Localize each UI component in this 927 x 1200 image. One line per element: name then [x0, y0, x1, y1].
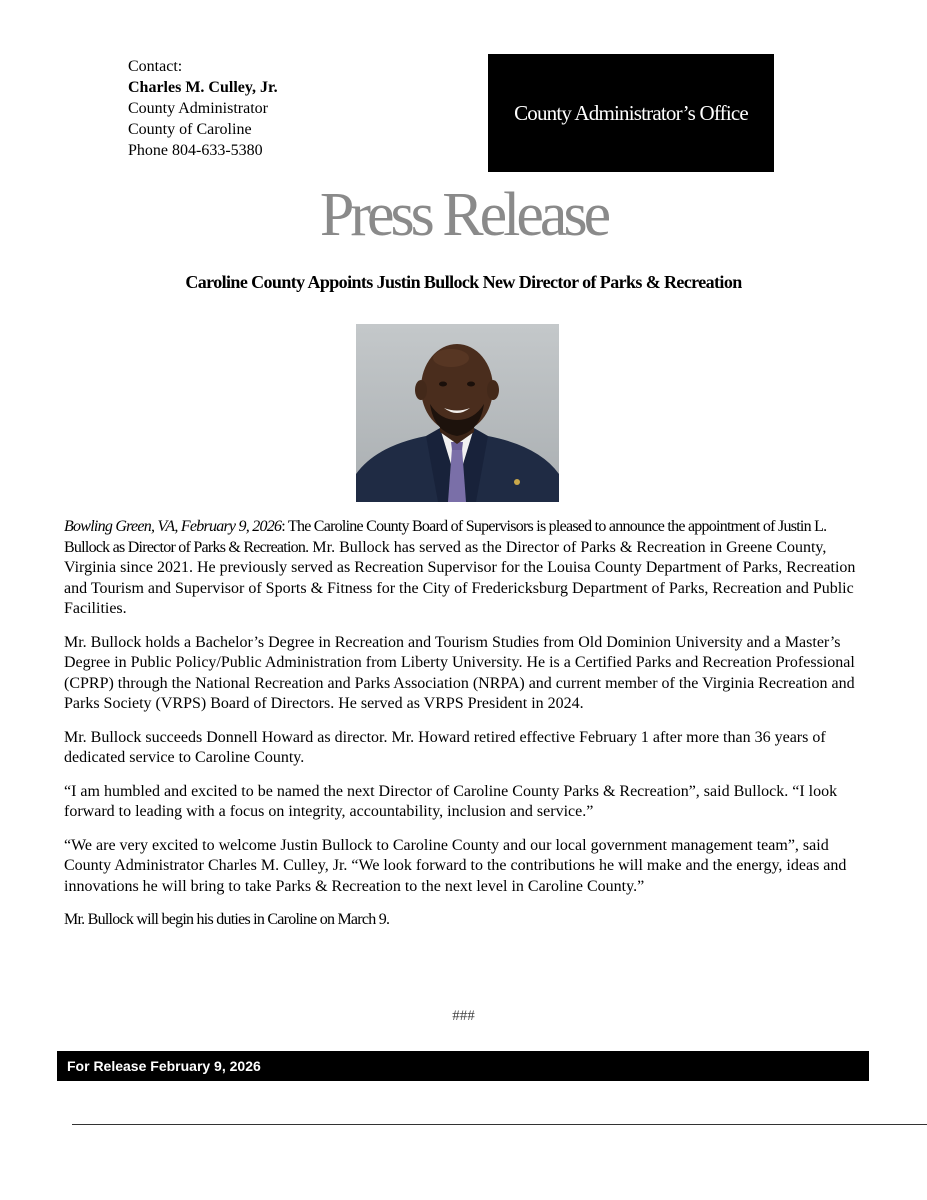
contact-title: County Administrator — [128, 100, 268, 117]
press-release-body — [64, 517, 870, 944]
release-date-bar — [57, 1051, 869, 1081]
headline: Caroline County Appoints Justin Bullock New Director of Parks & Recreation — [185, 272, 742, 292]
dateline: Bowling Green, VA, February 9, 2026 — [64, 518, 282, 535]
contact-name: Charles M. Culley, Jr. — [128, 79, 278, 96]
office-banner — [488, 54, 774, 172]
contact-block — [128, 56, 278, 161]
contact-organization: County of Caroline — [128, 121, 252, 138]
release-date-text: For Release February 9, 2026 — [67, 1058, 261, 1074]
paragraph-5: “We are very excited to welcome Justin Bullock to Caroline County and our local government management team”, said County Administrator Charles M. Culley, Jr. “We look forward to the contributions he will make and the energy, ideas and innovations he will bring to take Parks & Recreation to the next level in Caroline County.” — [64, 836, 847, 895]
paragraph-6: Mr. Bullock will begin his duties in Caroline on March 9. — [64, 911, 390, 928]
paragraph-1-rest: Mr. Bullock has served as the Director of Parks & Recreation in Greene County, Virginia since 2021. He previously served as Recreation Supervisor for the Louisa County Department of Parks, Recreation and Tourism and Supervisor of Sports & Fitness for the City of Fredericksburg Department of Parks, Recreation and Public Facilities. — [64, 538, 856, 617]
end-mark: ### — [452, 1008, 475, 1024]
portrait-photo — [356, 324, 559, 502]
paragraph-1 — [64, 517, 870, 620]
paragraph-4: “I am humbled and excited to be named the next Director of Caroline County Parks & Recreation”, said Bullock. “I look forward to leading with a focus on integrity, accountability, inclusion and service.” — [64, 782, 838, 820]
paragraph-3: Mr. Bullock succeeds Donnell Howard as director. Mr. Howard retired effective February 1 after more than 36 years of dedicated service to Caroline County. — [64, 728, 826, 766]
press-release-title: Press Release — [319, 181, 608, 249]
paragraph-2: Mr. Bullock holds a Bachelor’s Degree in Recreation and Tourism Studies from Old Dominion University and a Master’s Degree in Public Policy/Public Administration from Liberty University. He is a Certified Parks and Recreation Professional (CPRP) through the National Recreation and Parks Association (NRPA) and current member of the Virginia Recreation and Parks Society (VRPS) Board of Directors. He served as VRPS President in 2024. — [64, 633, 855, 712]
paragraph-1-lead: : The Caroline County Board of Supervisors is pleased to announce the appointment of Justin L. Bullock as Director of Parks & Recreation. — [64, 518, 827, 556]
bottom-divider — [72, 1124, 927, 1125]
contact-label: Contact: — [128, 58, 183, 75]
office-banner-text: County Administrator’s Office — [514, 100, 748, 125]
portrait-illustration — [356, 324, 559, 502]
contact-phone: Phone 804-633-5380 — [128, 142, 263, 159]
